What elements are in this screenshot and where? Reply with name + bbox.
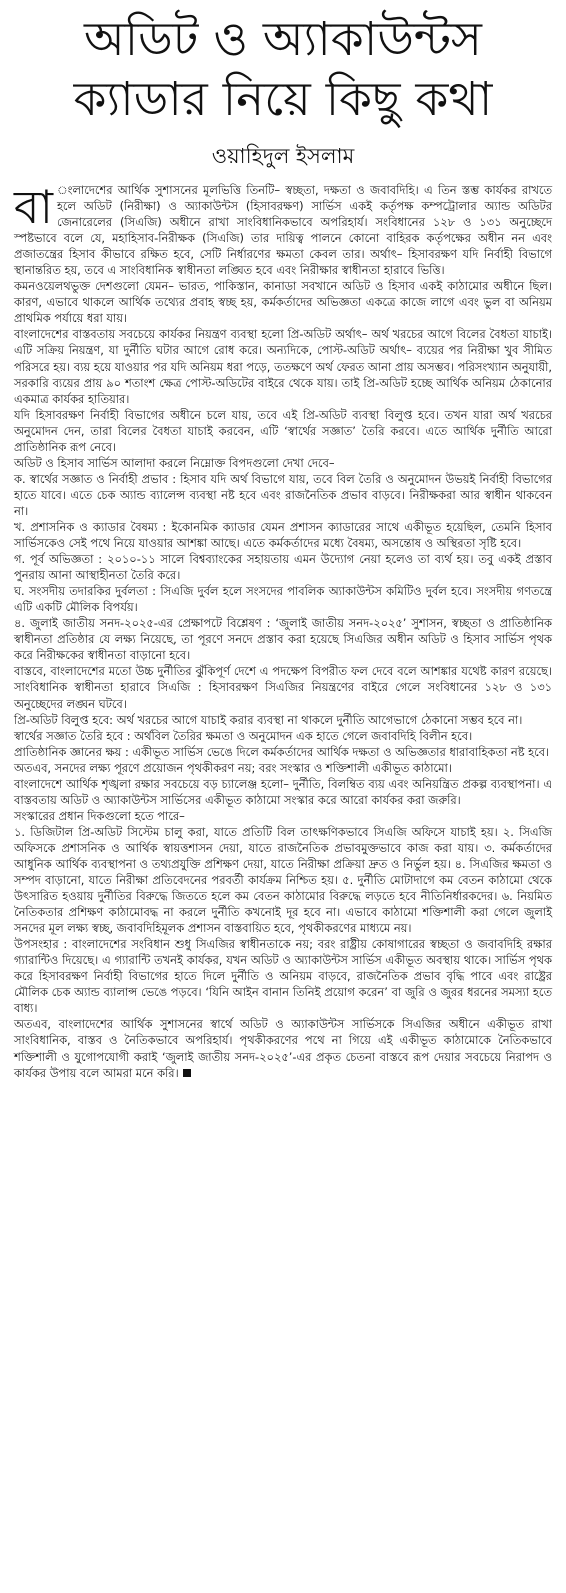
drop-cap: বা [14, 180, 53, 234]
author-byline: ওয়াহিদুল ইসলাম [211, 144, 355, 168]
paragraph: গ. পূর্ব অভিজ্ঞতা : ২০১০-১১ সালে বিশ্বব্যাংকের সহায়তায় এমন উদ্যোগ নেয়া হলেও তা ব্যর্থ হয়। তবু একই প্রস্তাব পুনরায় আনা আস্থাহীনতা তৈরি করে। [14, 552, 552, 583]
headline-line-1: অডিট ও অ্যাকাউন্টস [84, 12, 482, 67]
end-mark-icon [183, 1069, 191, 1077]
paragraph: বাংলাদেশে আর্থিক শৃঙ্খলা রক্ষার সবচেয়ে বড় চ্যালেঞ্জ হলো– দুর্নীতি, বিলম্বিত ব্যয় এবং অনিয়ন্ত্রিত প্রকল্প ব্যবস্থাপনা। এ বাস্তবতায় অডিট ও অ্যাকাউন্টস সার্ভিসের একীভূত কাঠামো সংস্কার করে আরো কার্যকর করা জরুরি। [14, 776, 552, 807]
paragraph: ১. ডিজিটাল প্রি-অডিট সিস্টেম চালু করা, যাতে প্রতিটি বিল তাৎক্ষণিকভাবে সিএজি অফিসে যাচাই হয়। ২. সিএজি অফিসকে প্রশাসনিক ও আর্থিক স্বায়ত্তশাসন দেয়া, যাতে রাজনৈতিক প্রভাবমুক্তভাবে কাজ করা যায়। ৩. কর্মকর্তাদের আধুনিক আর্থিক ব্যবস্থাপনা ও তথ্যপ্রযুক্তি প্রশিক্ষণ দেয়া, যাতে নিরীক্ষা প্রক্রিয়া দ্রুত ও নির্ভুল হয়। ৪. সিএজির ক্ষমতা ও সম্পদ বাড়ানো, যাতে নিরীক্ষা প্রতিবেদনের পরবর্তী কার্যক্রম নিশ্চিত হয়। ৫. দুর্নীতি মোটাদাগে কম বেতন কাঠামো থেকে উৎসারিত হওয়ায় দুর্নীতির বিরুদ্ধে জিততে হলে কম বেতন কাঠামোর বিরুদ্ধে লড়তে হবে নীতিনির্ধারকদের। ৬. নিয়মিত নৈতিকতার প্রশিক্ষণ কাঠামোবদ্ধ না করলে দুর্নীতি কখনোই দূর হবে না। এভাবে কাঠামো শক্তিশালী করা গেলে জুলাই সনদের মূল লক্ষ্য স্বচ্ছ, জবাবদিহিমূলক প্রশাসন বাস্তবায়িত হবে, পৃথকীকরণের মাধ্যমে নয়। [14, 824, 552, 936]
headline-line-2: ক্যাডার নিয়ে কিছু কথা [73, 72, 493, 127]
paragraph: ৪. জুলাই জাতীয় সনদ-২০২৫-এর প্রেক্ষাপটে বিশ্লেষণ : ‘জুলাই জাতীয় সনদ-২০২৫’ সুশাসন, স্বচ্ছতা ও প্রাতিষ্ঠানিক স্বাধীনতা প্রতিষ্ঠার যে লক্ষ্য নিয়েছে, তা পূরণে সনদে প্রস্তাব করা হয়েছে সিএজির অধীন অডিট ও হিসাব সার্ভিস পৃথক করে নিরীক্ষকের স্বাধীনতা বাড়ানো হবে। [14, 616, 552, 663]
paragraph: অতএব, সনদের লক্ষ্য পূরণে প্রয়োজন পৃথকীকরণ নয়; বরং সংস্কার ও শক্তিশালী একীভূত কাঠামো। [14, 760, 452, 775]
paragraph: ক. স্বার্থের সজ্ঞাত ও নির্বাহী প্রভাব : হিসাব যদি অর্থ বিভাগে যায়, তবে বিল তৈরি ও অনুমোদন উভয়ই নির্বাহী বিভাগের হাতে যাবে। এতে চেক অ্যান্ড ব্যালেন্স ব্যবস্থা নষ্ট হবে এবং রাজনৈতিক প্রভাব বাড়বে। নিরীক্ষকরা আর স্বাধীন থাকবেন না। [14, 471, 552, 518]
paragraph-text: ংলাদেশের আর্থিক সুশাসনের মূলভিত্তি তিনটি– স্বচ্ছতা, দক্ষতা ও জবাবদিহি। এ তিন স্তম্ভ কার্যকর রাখতে হলে অডিট (নিরীক্ষা) ও অ্যাকাউন্টস (হিসাবরক্ষণ) সার্ভিস একই কর্তৃপক্ষ কম্পট্রোলার অ্যান্ড অডিটর জেনারেলের (সিএজি) অধীনে রাখা সাংবিধানিকভাবে অপরিহার্য। সংবিধানের ১২৮ ও ১৩১ অনুচ্ছেদে স্পষ্টভাবে বলে যে, মহাহিসাব-নিরীক্ষক (সিএজি) তার দায়িত্ব পালনে কোনো বাহিরক কর্তৃপক্ষের অধীন নন এবং প্রজাতন্ত্রের হিসাব কীভাবে রক্ষিত হবে, সেটি নির্ধারণের ক্ষমতা কেবল তার। অর্থাৎ– হিসাবরক্ষণ যদি নির্বাহী বিভাগে স্থানান্তরিত হয়, তবে এ সাংবিধানিক স্বাধীনতা লঙ্ঘিত হবে এবং নিরীক্ষার স্বাধীনতা হারাবে ভিত্তি। [14, 183, 552, 278]
paragraph: সংস্কারের প্রধান দিকগুলো হতে পারে– [14, 808, 185, 823]
article-headline [14, 0, 552, 130]
article-body [14, 182, 552, 1081]
paragraph: প্রাতিষ্ঠানিক জ্ঞানের ক্ষয় : একীভূত সার্ভিস ভেঙে দিলে কর্মকর্তাদের আর্থিক দক্ষতা ও অভিজ্ঞতার ধারাবাহিকতা নষ্ট হবে। [14, 744, 550, 759]
paragraph [14, 1016, 552, 1080]
paragraph: যদি হিসাবরক্ষণ নির্বাহী বিভাগের অধীনে চলে যায়, তবে এই প্রি-অডিট ব্যবস্থা বিলুপ্ত হবে। তখন যারা অর্থ খরচের অনুমোদন দেন, তারা বিলের বৈধতা যাচাই করবেন, এটি ‘স্বার্থের সজ্ঞাত’ তৈরি করবে। এতে আর্থিক দুর্নীতি আরো প্রাতিষ্ঠানিক রূপ নেবে। [14, 407, 552, 454]
paragraph: কমনওয়েলথভুক্ত দেশগুলো যেমন– ভারত, পাকিস্তান, কানাডা সবখানে অডিট ও হিসাব একই কাঠামোর অধীনে ছিল। কারণ, এভাবে থাকলে আর্থিক তথ্যের প্রবাহ স্বচ্ছ হয়, কর্মকর্তাদের অভিজ্ঞতা একত্রে কাজে লাগে এবং ভুল বা অনিয়ম প্রাথমিক পর্যায়ে ধরা যায়। [14, 279, 552, 326]
paragraph: অডিট ও হিসাব সার্ভিস আলাদা করলে নিম্নোক্ত বিপদগুলো দেখা দেবে– [14, 455, 335, 470]
paragraph: উপসংহার : বাংলাদেশের সংবিধান শুধু সিএজির স্বাধীনতাকে নয়; বরং রাষ্ট্রীয় কোষাগারের স্বচ্ছতা ও জবাবদিহি রক্ষার গ্যারান্টিও দিয়েছে। এ গ্যারান্টি তখনই কার্যকর, যখন অডিট ও অ্যাকাউন্টস সার্ভিস একীভূত অবস্থায় থাকে। সার্ভিস পৃথক করে হিসাবরক্ষণ নির্বাহী বিভাগের হাতে দিলে দুর্নীতি ও অনিয়ম বাড়বে, রাজনৈতিক প্রভাব বৃদ্ধি পাবে এবং রাষ্ট্রের মৌলিক চেক অ্যান্ড ব্যালান্স ভেঙে পড়বে। ‘যিনি আইন বানান তিনিই প্রয়োগ করেন’ বা জুরি ও জুরর ধরনের সমস্যা হতে বাধ্য। [14, 937, 552, 1016]
paragraph: খ. প্রশাসনিক ও ক্যাডার বৈষম্য : ইকোনমিক ক্যাডার যেমন প্রশাসন ক্যাডারের সাথে একীভূত হয়েছিল, তেমনি হিসাব সার্ভিসকেও সেই পথে নিয়ে যাওয়ার আশঙ্কা আছে। এতে কর্মকর্তাদের মধ্যে বৈষম্য, অসন্তোষ ও অস্থিরতা সৃষ্টি হবে। [14, 519, 552, 551]
paragraph: প্রি-অডিট বিলুপ্ত হবে: অর্থ খরচের আগে যাচাই করার ব্যবস্থা না থাকলে দুর্নীতি আগেভাগে ঠেকানো সম্ভব হবে না। [14, 712, 523, 727]
paragraph: স্বার্থের সজ্ঞাত তৈরি হবে : অর্থবিল তৈরির ক্ষমতা ও অনুমোদন এক হাতে গেলে জবাবদিহি বিলীন হবে। [14, 728, 473, 743]
paragraph: বাংলাদেশের বাস্তবতায় সবচেয়ে কার্যকর নিয়ন্ত্রণ ব্যবস্থা হলো প্রি-অডিট অর্থাৎ– অর্থ খরচের আগে বিলের বৈধতা যাচাই। এটি সক্রিয় নিয়ন্ত্রণ, যা দুর্নীতি ঘটার আগে রোধ করে। অন্যদিকে, পোস্ট-অডিট অর্থাৎ– ব্যয়ের পর নিরীক্ষা খুব সীমিত পরিসরে হয়। ব্যয় হয়ে যাওয়ার পর যদি অনিয়ম ধরা পড়ে, ততক্ষণে অর্থ ফেরত আনা প্রায় অসম্ভব। পরিসংখ্যান অনুযায়ী, সরকারি ব্যয়ের প্রায় ৯০ শতাংশ ক্ষেত্র পোস্ট-অডিটের বাইরে থেকে যায়। তাই প্রি-অডিট হচ্ছে আর্থিক অনিয়ম ঠেকানোর একমাত্র কার্যকর হাতিয়ার। [14, 327, 552, 406]
paragraph: ঘ. সংসদীয় তদারকির দুর্বলতা : সিএজি দুর্বল হলে সংসদের পাবলিক অ্যাকাউন্টস কমিটিও দুর্বল হবে। সংসদীয় গণতন্ত্রে এটি একটি মৌলিক বিপর্যয়। [14, 584, 552, 615]
paragraph [14, 182, 552, 278]
paragraph: বাস্তবে, বাংলাদেশের মতো উচ্চ দুর্নীতির ঝুঁকিপূর্ণ দেশে এ পদক্ষেপ বিপরীত ফল দেবে বলে আশঙ্কার যথেষ্ট কারণ রয়েছে। সাংবিধানিক স্বাধীনতা হারাবে সিএজি : হিসাবরক্ষণ সিএজির নিয়ন্ত্রণের বাইরে গেলে সংবিধানের ১২৮ ও ১৩১ অনুচ্ছেদের লঙ্ঘন ঘটবে। [14, 664, 552, 711]
paragraph-text: অতএব, বাংলাদেশের আর্থিক সুশাসনের স্বার্থে অডিট ও অ্যাকাউন্টস সার্ভিসকে সিএজির অধীনে একীভূত রাখা সাংবিধানিক, বাস্তব ও নৈতিকভাবে অপরিহার্য। পৃথকীকরণের পথে না গিয়ে এই একীভূত কাঠামোকে নৈতিকভাবে শক্তিশালী ও যুগোপযোগী করাই ‘জুলাই জাতীয় সনদ-২০২৫’-এর প্রকৃত চেতনা বাস্তবে রূপ দেয়ার সবচেয়ে নিরাপদ ও কার্যকর উপায় বলে আমরা মনে করি। [14, 1017, 552, 1080]
